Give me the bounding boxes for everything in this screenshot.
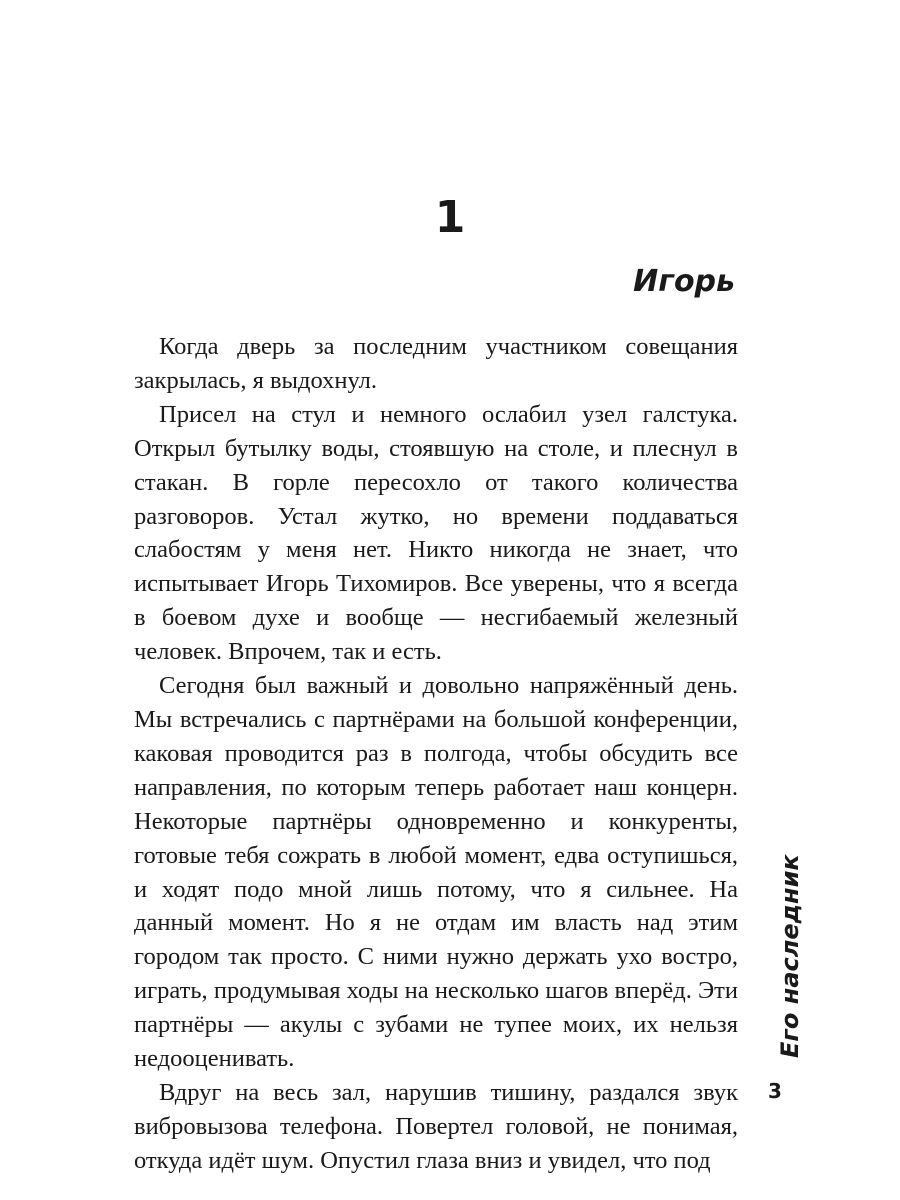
- paragraph: Когда дверь за последним участником совещания закрылась, я выдохнул.: [134, 333, 738, 394]
- paragraph: Вдруг на весь зал, нарушив тишину, раздался звук вибровызова телефона. Повертел головой, не понимая, откуда идёт шум. Опустил глаза вниз и увидел, что под: [134, 1078, 738, 1174]
- paragraph: Сегодня был важный и довольно напряжённый день. Мы встречались с партнёрами на большой конференции, каковая проводится раз в полгода, чтобы обсудить все направления, по которым теперь работает наш концерн. Некоторые партнёры одновременно и конкуренты, готовые тебя сожрать в любой момент, едва оступишься, и ходят подо мной лишь потому, что я сильнее. На данный момент. Но я не отдам им власть над этим городом так просто. С ними нужно держать ухо востро, играть, продумывая ходы на несколько шагов вперёд. Эти партнёры — акулы с зубами не тупее моих, их нельзя недооценивать.: [134, 672, 738, 1073]
- chapter-title: Игорь: [633, 264, 735, 299]
- page-number: 3: [768, 1079, 782, 1103]
- chapter-body: [134, 330, 738, 1178]
- chapter-number: 1: [434, 192, 466, 243]
- paragraph: Присел на стул и немного ослабил узел галстука. Открыл бутылку воды, стоявшую на столе, и плеснул в стакан. В горле пересохло от такого количества разговоров. Устал жутко, но времени поддаваться слабостям у меня нет. Никто никогда не знает, что испытывает Игорь Тихомиров. Все уверены, что я всегда в боевом духе и вообще — несгибаемый железный человек. Впрочем, так и есть.: [134, 400, 738, 666]
- running-title: Его наследник: [776, 854, 804, 1058]
